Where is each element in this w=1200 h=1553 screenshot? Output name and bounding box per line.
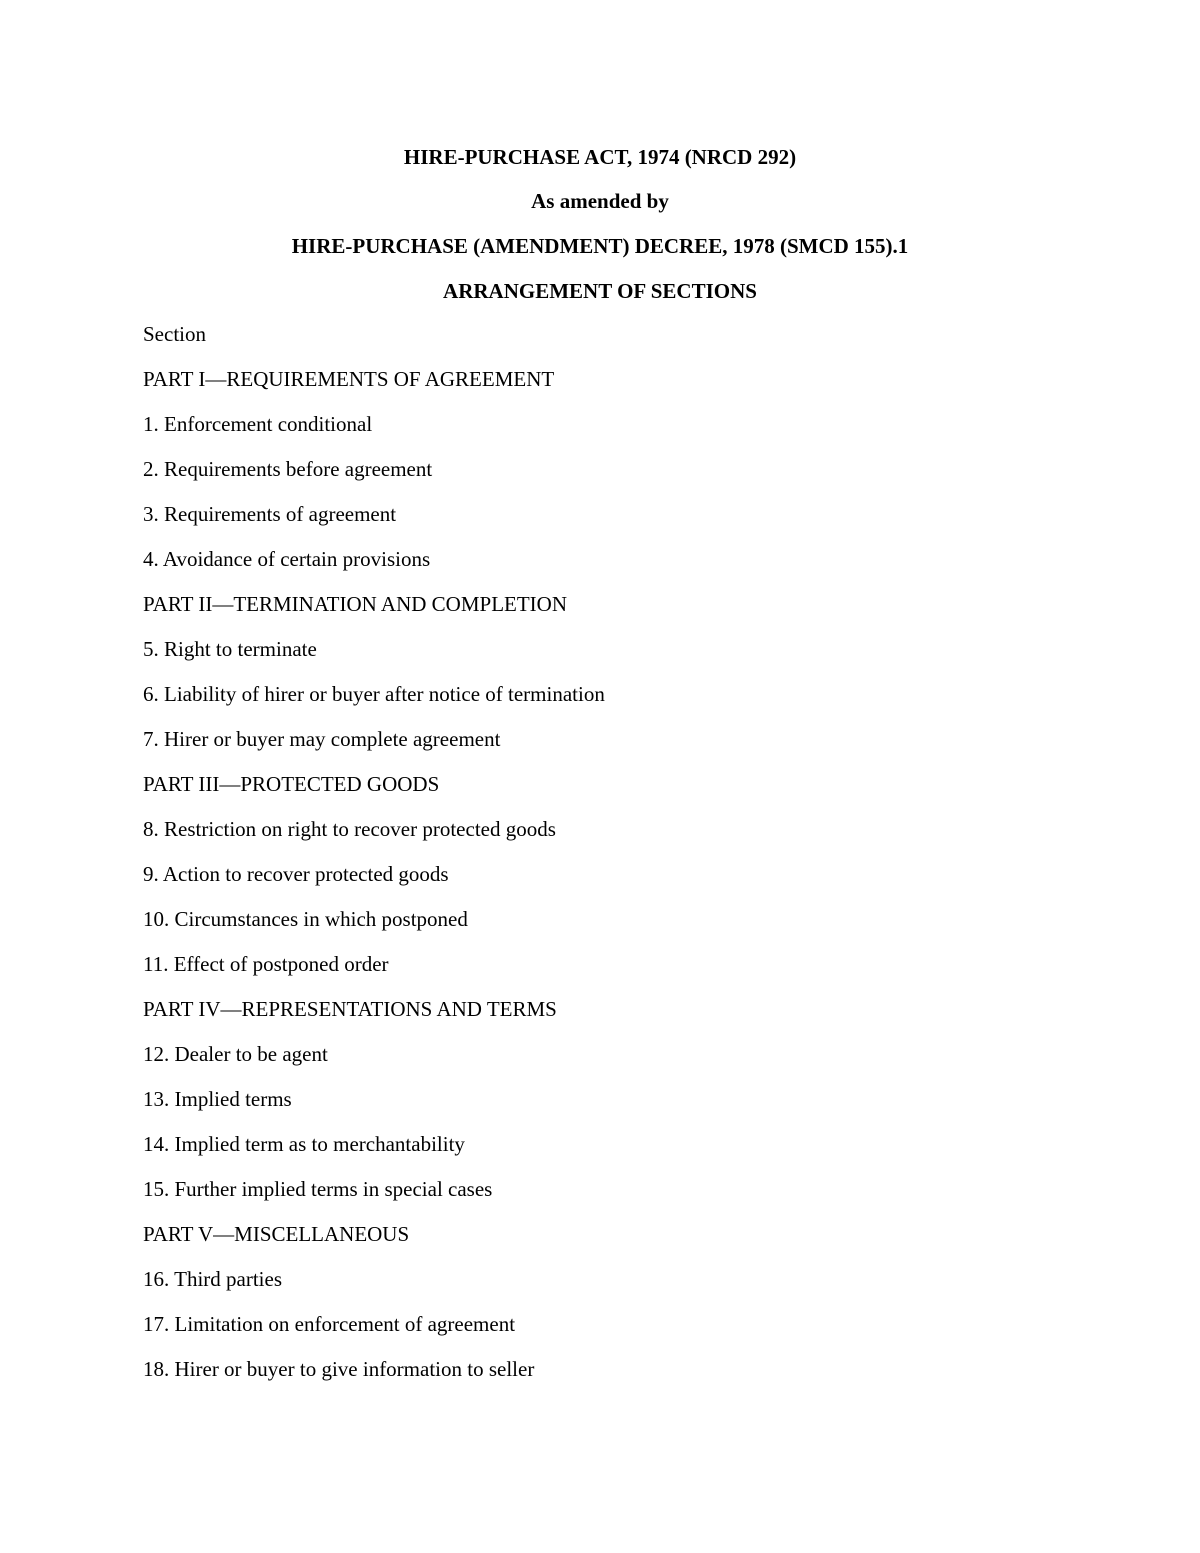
toc-entry: 16. Third parties xyxy=(143,1267,283,1291)
amendment-title: HIRE-PURCHASE (AMENDMENT) DECREE, 1978 (SMCD 155).1 xyxy=(291,234,909,258)
arrangement-heading: ARRANGEMENT OF SECTIONS xyxy=(443,279,757,303)
toc-entry: 17. Limitation on enforcement of agreement xyxy=(143,1312,516,1336)
part-heading: PART IV—REPRESENTATIONS AND TERMS xyxy=(143,997,557,1021)
table-of-contents xyxy=(143,322,1143,1402)
toc-entry: 9. Action to recover protected goods xyxy=(143,862,449,886)
toc-entry: 13. Implied terms xyxy=(143,1087,292,1111)
part-heading: PART II—TERMINATION AND COMPLETION xyxy=(143,592,567,616)
toc-entry: 2. Requirements before agreement xyxy=(143,457,433,481)
toc-entry: 12. Dealer to be agent xyxy=(143,1042,328,1066)
part-heading: PART I—REQUIREMENTS OF AGREEMENT xyxy=(143,367,555,391)
part-heading: PART V—MISCELLANEOUS xyxy=(143,1222,410,1246)
toc-entry: 7. Hirer or buyer may complete agreement xyxy=(143,727,501,751)
toc-entry: 11. Effect of postponed order xyxy=(143,952,389,976)
toc-entry: 8. Restriction on right to recover protected goods xyxy=(143,817,556,841)
toc-entry: 3. Requirements of agreement xyxy=(143,502,397,526)
toc-entry: 6. Liability of hirer or buyer after notice of termination xyxy=(143,682,605,706)
document-title: HIRE-PURCHASE ACT, 1974 (NRCD 292) xyxy=(403,145,797,169)
toc-entry: 5. Right to terminate xyxy=(143,637,317,661)
part-heading: PART III—PROTECTED GOODS xyxy=(143,772,440,796)
toc-entry: 15. Further implied terms in special cases xyxy=(143,1177,493,1201)
toc-entry: 10. Circumstances in which postponed xyxy=(143,907,468,931)
toc-entry: 4. Avoidance of certain provisions xyxy=(143,547,431,571)
section-label: Section xyxy=(143,322,206,346)
toc-entry: 18. Hirer or buyer to give information to seller xyxy=(143,1357,535,1381)
toc-entry: 14. Implied term as to merchantability xyxy=(143,1132,465,1156)
amended-by-label: As amended by xyxy=(531,189,669,213)
toc-entry: 1. Enforcement conditional xyxy=(143,412,373,436)
